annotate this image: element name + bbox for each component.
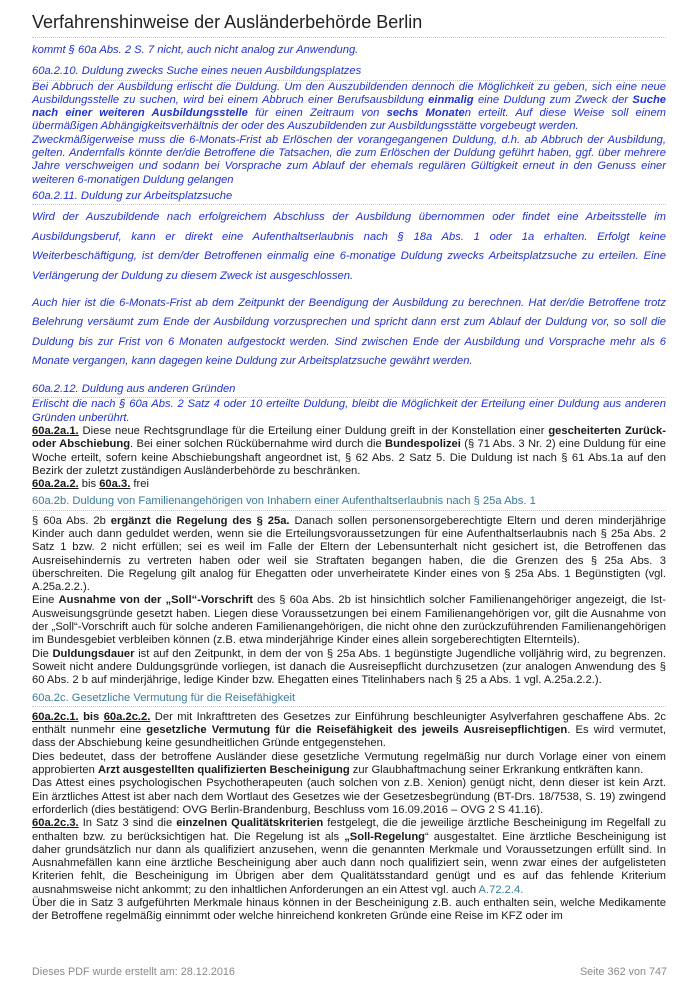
paragraph-60a-2c-3: 60a.2c.3. In Satz 3 sind die einzelnen Qualitätskriterien festgelegt, die die jeweilige ärztliche Bescheinigung im Regelfall zu enthalten bzw. zu berücksichtigen hat. Die Regelung ist als „Soll-Regelung“ ausgestaltet. Eine ärztliche Bescheinigung ist daher grundsätzlich nur dann als qualifiziert anzusehen, wenn die genannten Merkmale und Voraussetzungen erfüllt sind. In Ausnahmefällen kann eine ärztliche Bescheinigung aber auch dann noch qualifiziert sein, wenn zwar eines der aufgelisteten Kriterien fehlt, die Bescheinigung im Übrigen aber dem Qualitätsstandard genügt und es auf das fehlende Kriterium ausnahmsweise nicht ankommt; zu den inhaltlichen Anforderungen an ein Attest vgl. auch A.72.2.4.	[32, 817, 667, 896]
section-heading-60a-2-12: 60a.2.12. Duldung aus anderen Gründen	[32, 383, 666, 398]
section-heading-60a-2b: 60a.2b. Duldung von Familienangehörigen von Inhabern einer Aufenthaltserlaubnis nach § 25a Abs. 1	[32, 495, 666, 510]
section-heading-60a-2c: 60a.2c. Gesetzliche Vermutung für die Reisefähigkeit	[32, 692, 666, 707]
intro-paragraph: kommt § 60a Abs. 2 S. 7 nicht, auch nicht analog zur Anwendung.	[32, 44, 359, 56]
paragraph-arbeitsplatzsuche: Wird der Auszubildende nach erfolgreichem Abschluss der Ausbildung übernommen oder findet eine Arbeitsstelle im Ausbildungsberuf, kann er direkt eine Aufenthaltserlaubnis nach § 18a Abs. 1 oder 1a erhalten. Erfolgt keine Weiterbeschäftigung, ist dem/der Betroffenen einmalig eine 6-monatige Duldung zwecks Arbeitsplatzsuche zu erteilen. Eine Verlängerung der Duldung zu diesem Zweck ist ausgeschlossen.	[32, 211, 666, 283]
paragraph-andere-gruende: Erlischt die nach § 60a Abs. 2 Satz 4 oder 10 erteilte Duldung, bleibt die Möglichkeit der Erteilung einer Duldung aus anderen Gründen unberührt.	[32, 398, 666, 424]
paragraph-duldungsdauer: Die Duldungsdauer ist auf den Zeitpunkt, in dem der von § 25a Abs. 1 begünstigte Jugendliche volljährig wird, zu begrenzen. Soweit nicht andere Duldungsgründe vorliegen, ist danach die Ausreisepflicht durchzusetzen (zur analogen Anwendung des § 60 Abs. 2 b auf minderjährige, ledige Kinder bzw. Ehegatten eines Titelinhabers nach § 25 a Abs. 1 vgl. A.25a.2.2.).	[32, 647, 666, 687]
paragraph-arzt: Dies bedeutet, dass der betroffene Ausländer diese gesetzliche Vermutung regelmäßig nur durch Vorlage einer von einem approbierten Arzt ausgestellten qualifizierten Bescheinigung zur Glaubhaftmachung seiner Erkrankung entkräften kann.	[32, 750, 666, 777]
reference-link-a72[interactable]: A.72.2.4.	[478, 883, 524, 896]
paragraph-ausnahme: Eine Ausnahme von der „Soll“-Vorschrift des § 60a Abs. 2b ist hinsichtlich solcher Familienangehöriger angezeigt, die Ist- Ausweisungsgründe gesetzt haben. Liegen diese Voraussetzungen bei einem Familienangehörigen vor, gilt die Ausnahme von der „Soll“-Vorschrift auch für solche anderen Familienangehörigen, die nicht ohne den zurückzuführenden Familienangehörigen im Bundesgebiet verbleiben können (z.B. etwa minderjährige Kinder eines allein sorgeberechtigten Elternteils).	[32, 594, 666, 647]
paragraph-6-monats-frist: Auch hier ist die 6-Monats-Frist ab dem Zeitpunkt der Beendigung der Ausbildung zu berechnen. Hat der/die Betroffene trotz Belehrung versäumt zum Ende der Ausbildung vorzusprechen und spricht dann erst zum Ablauf der Duldung vor, so soll die Duldung bis zur Frist von 6 Monaten aufgestockt werden. Sind zwischen Ende der Ausbildung und Vorsprache mehr als 6 Monate vergangen, kann dagegen keine Duldung zur Arbeitsplatzsuche gewährt werden.	[32, 296, 666, 368]
paragraph-ergaenzt: § 60a Abs. 2b ergänzt die Regelung des § 25a. Danach sollen personensorgeberechtigte Eltern und deren minderjährige Kinder auch dann geduldet werden, wenn sie die Erteilungsvoraussetzungen für eine Aufenthaltserlaubnis nach § 25a Abs. 2 Satz 1 bzw. 2 nicht erfüllen; sei es weil im Falle der Eltern der Lebensunterhalt nicht gesichert ist, die Betroffenen das Ausreisehindernis zu vertreten haben oder weil sie Straftaten begangen haben, die die Grenzen des § 25a Abs. 3 überschreiten. Die Regelung gilt analog für Ehegatten oder unverheiratete Kinder eines von § 25a Abs. 1 Begünstigten (vgl. A.25a.2.2.).	[32, 514, 666, 594]
paragraph-merkmale: Über die in Satz 3 aufgeführten Merkmale hinaus können in der Bescheinigung z.B. auch enthalten sein, welche Medikamente der Betroffene regelmäßig einnimmt oder welche hinreichend konkreten Gründe eine Reise im KFZ oder im	[32, 897, 666, 923]
paragraph-abbruch: Bei Abbruch der Ausbildung erlischt die Duldung. Um den Auszubildenden dennoch die Möglichkeit zu geben, sich eine neue Ausbildungsstelle zu suchen, wird bei einem Abbruch einer Berufsausbildung einmalig eine Duldung zum Zweck der Suche nach einer weiteren Ausbildungsstelle für einen Zeitraum von sechs Monaten erteilt. Auf diese Weise soll einem übermäßigen Abhängigkeitsverhältnis der oder des Auszubildenden zur Ausbildungsstätte vorgebeugt werden.	[32, 80, 666, 133]
paragraph-frist: Zweckmäßigerweise muss die 6-Monats-Frist ab Erlöschen der vorangegangenen Duldung, d.h. ab Abbruch der Ausbildung, gelten. Andernfalls könnte der/die Betroffene die Tatsachen, die zum Erlöschen der Duldung geführt haben, ggf. über mehrere Jahre verschweigen und sodann bei Vorsprache zum Ablauf der ehemals regulären Gültigkeit erneut in den Genuss einer weiteren 6-monatigen Duldung gelangen	[32, 133, 666, 186]
footer-created: Dieses PDF wurde erstellt am: 28.12.2016	[32, 966, 235, 978]
paragraph-60a-2c-1: 60a.2c.1. bis 60a.2c.2. Der mit Inkrafttreten des Gesetzes zur Einführung beschleunigter Asylverfahren geschaffene Abs. 2c enthält nunmehr eine gesetzliche Vermutung für die Reisefähigkeit des jeweils Ausreisepflichtigen. Es wird vermutet, dass der Abschiebung keine gesundheitlichen Gründe entgegenstehen.	[32, 710, 666, 750]
paragraph-attest: Das Attest eines psychologischen Psychotherapeuten (auch solchen von z.B. Xenion) genügt nicht, denn dieser ist kein Arzt. Ein ärztliches Attest ist aber nach dem Wortlaut des Gesetzes wie der Gesetzesbegründung (BT-Drs. 18/7538, S. 19) zwingend erforderlich (dies bestätigend: OVG Berlin-Brandenburg, Beschluss vom 16.09.2016 – OVG 2 S 41.16).	[32, 777, 666, 816]
paragraph-60a-2a-1: 60a.2a.1. Diese neue Rechtsgrundlage für die Erteilung einer Duldung greift in der Konstellation einer gescheiterten Zurück- oder Abschiebung. Bei einer solchen Rückübernahme wird durch die Bundespolizei (§ 71 Abs. 3 Nr. 2) eine Duldung für eine Woche erteilt, sofern keine Abschiebungshaft angeordnet ist, § 62 Abs. 2 Satz 5. Die Duldung ist nach § 61 Abs.1a auf den Bezirk der zuletzt zuständigen Ausländerbehörde zu beschränken.	[32, 424, 666, 477]
page-title: Verfahrenshinweise der Ausländerbehörde Berlin	[32, 10, 666, 38]
document-page	[32, 10, 666, 924]
paragraph-60a-2a-2: 60a.2a.2. bis 60a.3. frei	[32, 478, 149, 491]
section-heading-60a-2-11: 60a.2.11. Duldung zur Arbeitsplatzsuche	[32, 190, 666, 205]
section-heading-60a-2-10: 60a.2.10. Duldung zwecks Suche eines neuen Ausbildungsplatzes	[32, 65, 666, 80]
page-footer	[32, 966, 667, 979]
footer-page-number: Seite 362 von 747	[579, 966, 667, 978]
